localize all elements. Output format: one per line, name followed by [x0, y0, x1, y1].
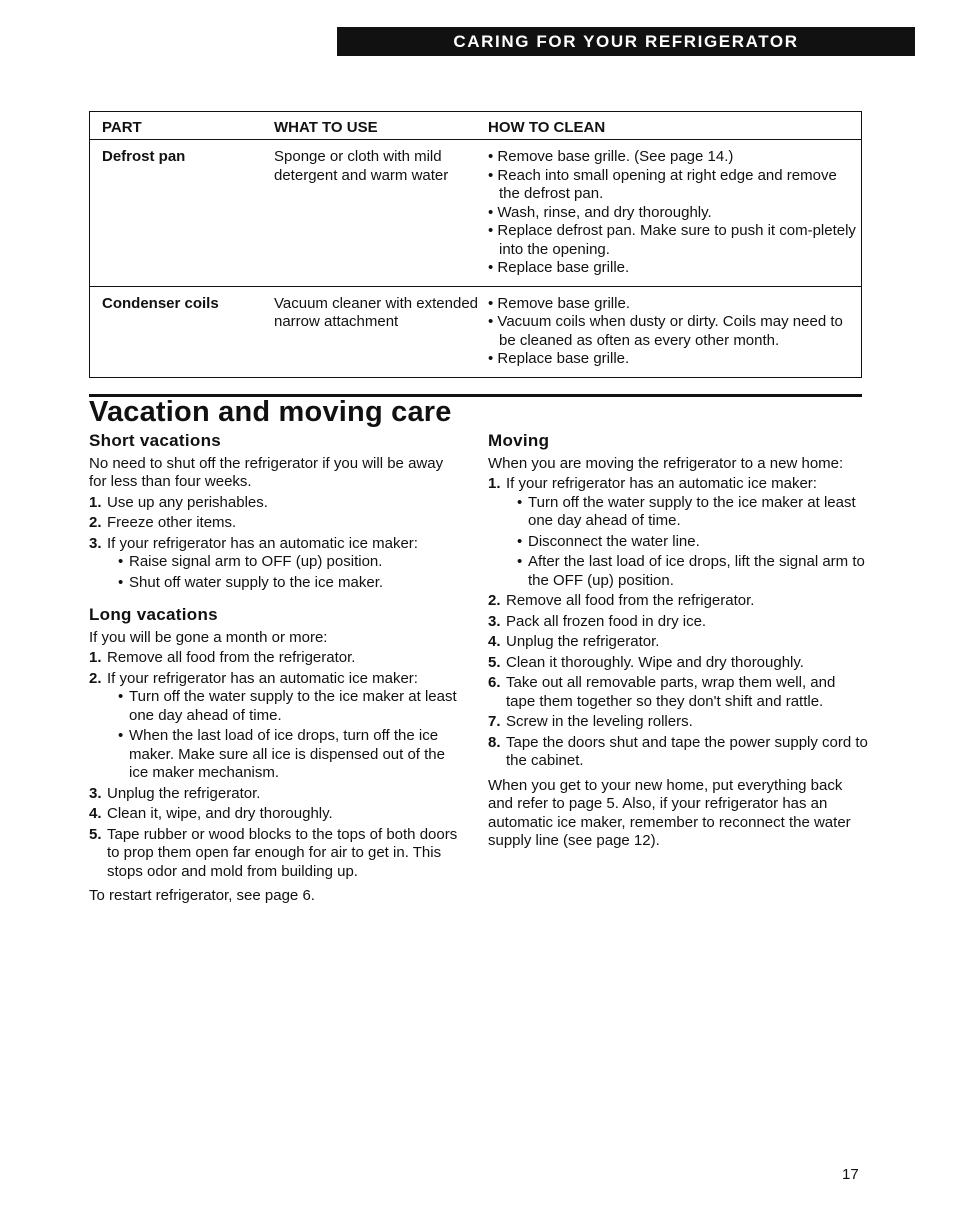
restart-note: To restart refrigerator, see page 6.: [89, 887, 315, 904]
list-item: 3. If your refrigerator has an automatic ice maker: • Raise signal arm to OFF (up) position. • Shut off water supply to the ice maker.: [89, 535, 464, 593]
cleaning-table: [89, 111, 862, 378]
list-item: • Replace base grille.: [488, 259, 630, 276]
left-column: [89, 432, 464, 906]
list-item: 1. Remove all food from the refrigerator.: [89, 649, 356, 666]
section-title: CARING FOR YOUR REFRIGERATOR: [453, 31, 799, 51]
moving-heading: Moving: [488, 431, 550, 450]
part-cell: Defrost pan: [90, 140, 275, 287]
page-title: Vacation and moving care: [89, 396, 452, 428]
list-item: • When the last load of ice drops, turn off the ice maker. Make sure all ice is dispensed out of the ice maker mechanism.: [118, 727, 464, 783]
table-header-row: [90, 112, 862, 140]
list-item: • Wash, rinse, and dry thoroughly.: [488, 203, 712, 221]
list-item: • Replace defrost pan. Make sure to push it com-pletely into the opening.: [488, 222, 856, 258]
right-column: [488, 432, 868, 851]
list-item: • Turn off the water supply to the ice maker at least one day ahead of time.: [118, 688, 464, 725]
section-header-bar: [337, 27, 915, 56]
list-item: • Vacuum coils when dusty or dirty. Coils may need to be cleaned as often as every other month.: [488, 313, 843, 349]
what-to-use-cell: Sponge or cloth with mild detergent and warm water: [274, 140, 488, 287]
list-item: • Disconnect the water line.: [517, 533, 868, 552]
column-header-what-to-use: WHAT TO USE: [274, 112, 488, 140]
list-item: • Raise signal arm to OFF (up) position.: [118, 553, 464, 572]
moving-intro: When you are moving the refrigerator to a new home:: [488, 454, 844, 472]
list-item: 4. Clean it, wipe, and dry thoroughly.: [89, 805, 333, 822]
list-item: • Replace base grille.: [488, 350, 630, 367]
table-row: [90, 140, 862, 287]
list-item: • Turn off the water supply to the ice maker at least one day ahead of time.: [517, 494, 868, 531]
column-header-part: PART: [90, 112, 275, 140]
list-item: 2. If your refrigerator has an automatic ice maker: • Turn off the water supply to the ice maker at least one day ahead of time. • When the last load of ice drops, turn off the ice maker. Make sure all ice is dispensed out of the ice maker mechanism.: [89, 670, 464, 783]
short-vacations-steps: [89, 494, 464, 593]
list-item: 1. Use up any perishables.: [89, 493, 268, 511]
long-vacations-intro: If you will be gone a month or more:: [89, 628, 328, 646]
list-item: 2. Freeze other items.: [89, 514, 237, 531]
list-item: 8. Tape the doors shut and tape the power supply cord to the cabinet.: [488, 733, 868, 769]
list-item: 5. Clean it thoroughly. Wipe and dry thoroughly.: [488, 653, 804, 671]
list-item: • Shut off water supply to the ice maker.: [118, 574, 464, 593]
list-item: 6. Take out all removable parts, wrap them well, and tape them together so they don't shift and rattle.: [488, 674, 836, 710]
long-vacations-heading: Long vacations: [89, 605, 218, 624]
moving-steps: [488, 475, 868, 771]
list-item: 5. Tape rubber or wood blocks to the tops of both doors to prop them open far enough for air to get in. This stops odor and mold from building up.: [89, 825, 458, 880]
short-vacations-intro: No need to shut off the refrigerator if you will be away for less than four weeks.: [89, 454, 444, 490]
list-item: 7. Screw in the leveling rollers.: [488, 713, 693, 730]
sub-list: [107, 688, 464, 783]
how-to-clean-cell: [488, 286, 862, 377]
list-item: • Reach into small opening at right edge and remove the defrost pan.: [488, 166, 837, 202]
list-item: 3. Pack all frozen food in dry ice.: [488, 612, 707, 630]
list-item: 1. If your refrigerator has an automatic ice maker: • Turn off the water supply to the ice maker at least one day ahead of time. • Disconnect the water line. • After the last load of ice drops, lift the signal arm to the OFF (up) position.: [488, 475, 868, 590]
how-to-clean-cell: [488, 140, 862, 287]
list-item: • Remove base grille.: [488, 294, 630, 312]
long-vacations-steps: [89, 649, 464, 881]
table-row: [90, 286, 862, 377]
sub-list: [107, 553, 464, 592]
list-item: 4. Unplug the refrigerator.: [488, 633, 660, 650]
part-cell: Condenser coils: [90, 286, 275, 377]
sub-list: [506, 494, 868, 591]
list-item: • After the last load of ice drops, lift the signal arm to the OFF (up) position.: [517, 553, 868, 590]
what-to-use-cell: Vacuum cleaner with extended narrow attachment: [274, 286, 488, 377]
list-item: 3. Unplug the refrigerator.: [89, 784, 261, 802]
short-vacations-heading: Short vacations: [89, 431, 222, 450]
list-item: 2. Remove all food from the refrigerator.: [488, 592, 755, 609]
moving-outro: When you get to your new home, put everything back and refer to page 5. Also, if your refrigerator has an automatic ice maker, remember to reconnect the water supply line (see page 12).: [488, 776, 851, 849]
column-header-how-to-clean: HOW TO CLEAN: [488, 112, 862, 140]
page-number: 17: [842, 1166, 859, 1183]
list-item: • Remove base grille. (See page 14.): [488, 148, 734, 165]
